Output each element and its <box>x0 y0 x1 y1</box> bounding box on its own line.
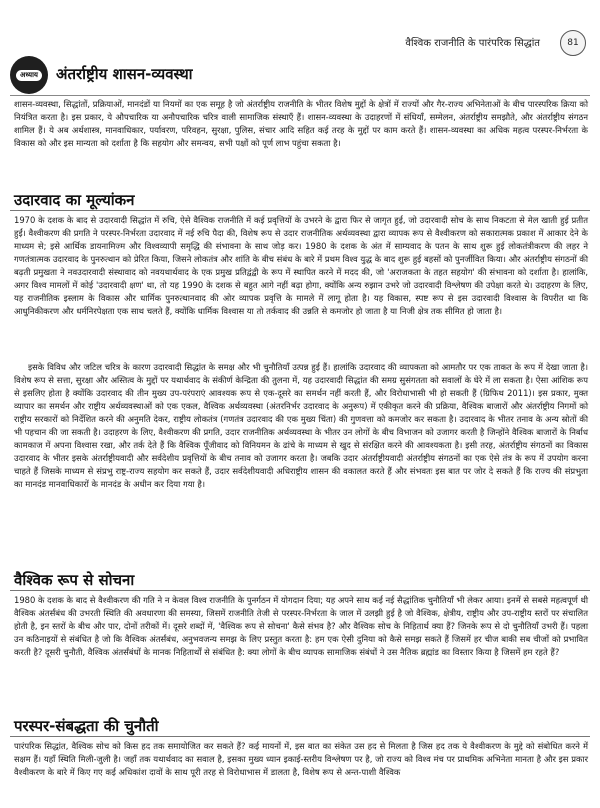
running-header-title: वैश्विक राजनीति के पारंपरिक सिद्धांत <box>405 38 540 49</box>
section-title-thinking-globally: वैश्विक रूप से सोचना <box>14 571 135 589</box>
section-2-paragraph: 1980 के दशक के बाद से वैश्वीकरण की गति ने न केवल विश्व राजनीति के पुनर्गठन में योगदान दिया; यह अपने साथ कई नई सैद्धांतिक चुनौतियाँ भी लेकर आया। इनमें से सबसे महत्वपूर्ण थी वैश्विक अंतर्संबंध की उभरती स्थिति की अवधारणा की समस्या, जिसमें राजनीति तेजी से परस्पर-निर्भरता के जाल में उलझी हुई है जो वैश्विक, क्षेत्रीय, राष्ट्रीय और उप-राष्ट्रीय स्तरों पर संचालित होती है, इन स्तरों के बीच और पार, दोनों तरीकों में। दूसरे शब्दों में, 'वैश्विक रूप से सोचना' कैसे संभव है? और वैश्विक सोच के निहितार्थ क्या हैं? जिनके रूप से दो चुनौतियाँ उभरी हैं। पहला उन कठिनाइयों से संबंधित है जो कि वैश्विक अंतर्संबंध, अनुभवजन्य समझ के लिए प्रस्तुत करता है: हम एक ऐसी दुनिया को कैसे समझ सकते हैं जिसमें हर चीज बाकी सब चीजों को प्रभावित करती है? दूसरी चुनौती, वैश्विक अंतर्संबंधों के मानक निहितार्थों से संबंधित है: क्या लोगों के बीच व्यापक सामाजिक संबंधों ने उस नैतिक ब्रह्मांड का विस्तार किया है जिसमें हम रहते हैं? <box>14 595 588 657</box>
intro-paragraph: शासन-व्यवस्था, सिद्धांतों, प्रक्रियाओं, मानदंडों या नियमों का एक समूह है जो अंतर्राष्ट्रीय राजनीति के भीतर विशेष मुद्दों के क्षेत्रों में राज्यों और गैर-राज्य अभिनेताओं के बीच पारस्परिक क्रिया को नियंत्रित करता है। इस प्रकार, ये औपचारिक या अनौपचारिक चरित्र वाली सामाजिक संस्थाएँ हैं। शासन-व्यवस्था के उदाहरणों में संधियाँ, सम्मेलन, अंतर्राष्ट्रीय समझौते, और अंतर्राष्ट्रीय संगठन शामिल हैं। ये अब अर्थशास्त्र, मानवाधिकार, पर्यावरण, परिवहन, सुरक्षा, पुलिस, संचार आदि सहित कई तरह के मुद्दों पर काम करते हैं। शासन-व्यवस्था का अधिक महत्व परस्पर-निर्भरता के विकास को और इस मान्यता को दर्शाता है कि सहयोग और समन्वय, सभी पक्षों को पूर्ण लाभ पहुंचा सकता है। <box>14 99 588 148</box>
section-2-rule <box>10 590 590 591</box>
section-1-paragraph-1: 1970 के दशक के बाद से उदारवादी सिद्धांत में रुचि, ऐसे वैश्विक राजनीति में कई प्रवृत्तियों के उभरने के द्वारा फिर से जागृत हुई, जो उदारवादी सोच के साथ निकटता से मेल खाती हुई प्रतीत हुईं। वैश्वीकरण की प्रगति ने परस्पर-निर्भरता उदारवाद में नई रुचि पैदा की, विशेष रूप से उदार राजनीतिक अर्थव्यवस्था द्वारा व्यापक रूप से वैश्वीकरण को सकारात्मक प्रकाश में आकार देने के माध्यम से; इसे आर्थिक डायनामिज्म और विश्वव्यापी समृद्धि की संभावना के साथ जोड़ कर। 1980 के दशक के अंत में साम्यवाद के पतन के साथ शुरू हुई लोकतंत्रीकरण की लहर ने गणतंत्रात्मक उदारवाद के पुनरुत्थान को प्रेरित किया, जिसने लोकतंत्र और शांति के बीच संबंध के बारे में प्रथम विश्व युद्ध के बाद शुरू हुई बहसों को पुनर्जीवित किया। और अंतर्राष्ट्रीय संगठनों की बढ़ती प्रमुखता ने नवउदारवादी संस्थावाद को नवयथार्थवाद के एक प्रमुख प्रतिद्वंद्वी के रूप में स्थापित करने में मदद की, जो 'अराजकता के तहत सहयोग' की संभावना को दर्शाता है। हालांकि, अगर विश्व मामलों में कोई 'उदारवादी क्षण' था, तो यह 1990 के दशक से बहुत आगे नहीं बढ़ा होगा, क्योंकि अन्य रुझान उभरे जो उदारवादी विश्लेषण की उपेक्षा करते थे। उदाहरण के लिए, यह राजनीतिक इस्लाम के विकास और धार्मिक पुनरुत्थानवाद की ओर व्यापक प्रवृत्ति के मामले में लागू होता है। यह विकास, स्पष्ट रूप से इस उदारवादी विश्वास के विपरीत था कि आधुनिकीकरण और धर्मनिरपेक्षता एक साथ चलते हैं, क्योंकि धार्मिक विश्वास या तो तर्कवाद की उन्नति से कमजोर हो जाता है या निजी क्षेत्र तक सीमित हो जाता है। <box>14 215 588 316</box>
intro-section-title: अंतर्राष्ट्रीय शासन-व्यवस्था <box>56 65 193 83</box>
section-title-liberalism-evaluation: उदारवाद का मूल्यांकन <box>14 191 135 209</box>
section-1-rule <box>10 210 590 211</box>
speech-bubble-icon-label: अध्याय <box>16 70 42 81</box>
section-title-interconnectedness-challenge: परस्पर-संबद्धता की चुनौती <box>14 717 159 735</box>
speech-bubble-icon <box>10 56 48 94</box>
section-1-paragraph-2: इसके विविध और जटिल चरित्र के कारण उदारवादी सिद्धांत के समक्ष और भी चुनौतियाँ उत्पन्न हुई हैं। हालांकि उदारवाद की व्यापकता को आमतौर पर एक ताकत के रूप में देखा जाता है। विशेष रूप से सत्ता, सुरक्षा और अस्तित्व के मुद्दों पर यथार्थवाद के संकीर्ण केन्द्रिता की तुलना में, यह उदारवादी सिद्धांत की समग्र सुसंगतता को सवालों के घेरे में ला सकता है। ऐसा आंशिक रूप से इसलिए होता है क्योंकि उदारवाद की तीन मुख्य उप-परंपराएं आवश्यक रूप से एक-दूसरे का समर्थन नहीं करती हैं, और विरोधाभासी भी हो सकती हैं (ग्रिफिथ 2011)। इस प्रकार, मुक्त व्यापार का समर्थन और राष्ट्रीय अर्थव्यवस्थाओं को एक एकल, वैश्विक अर्थव्यवस्था (अंतरनिर्भर उदारवाद के अनुरूप) में एकीकृत करने की प्रक्रिया, वैश्विक बाजारों और अंतर्राष्ट्रीय निगमों को राष्ट्रीय सरकारों को निर्देशित करने की अनुमति देकर, राष्ट्रीय लोकतंत्र (गणतंत्र उदारवाद की एक मुख्य चिंता) की गुणवत्ता को कमजोर कर सकता है। उदारवाद के भीतर तनाव के अन्य स्रोतों की भी पहचान की जा सकती है। उदाहरण के लिए, वैश्वीकरण की प्रगति, उदार राजनीतिक अर्थव्यवस्था के भीतर उन लोगों के बीच विभाजन को उजागर करती है जिन्होंने वैश्विक बाजारों के निर्बाध कामकाज में अपना विश्वास रखा, और तर्क देते हैं कि वैश्विक पूँजीवाद को विनियमन के ढांचे के माध्यम से खुद से संरक्षित करने की आवश्यकता है। इसी तरह, अंतर्राष्ट्रीय संगठनों का विकास उदारवाद के भीतर इसके अंतर्राष्ट्रीयवादी और सर्वदेशीय प्रवृत्तियों के बीच तनाव को उजागर करता है। जबकि उदार अंतर्राष्ट्रीयवादी अंतर्राष्ट्रीय संगठनों का एक ऐसे तंत्र के रूप में उपयोग करना चाहते हैं जिसके माध्यम से संप्रभु राष्ट्र-राज्य सहयोग कर सकते हैं, उदार सर्वदेशीयवादी अधिराष्ट्रीय शासन की वकालत करते हैं और संभवतः इस बात पर जोर दे सकते हैं कि राज्य की संप्रभुता का मानदंड मानवाधिकारों के मानदंड के अधीन कर दिया गया है। <box>14 362 588 489</box>
running-header <box>0 34 600 54</box>
intro-title-rule <box>10 95 590 96</box>
section-3-paragraph: पारंपरिक सिद्धांत, वैश्विक सोच को किस हद तक समायोजित कर सकते हैं? कई मायनों में, इस बात का संकेत उस हद से मिलता है जिस हद तक ये वैश्वीकरण के मुद्दे को संबोधित करने में सक्षम हैं। यहाँ स्थिति मिली-जुली है। जहाँ तक यथार्थवाद का सवाल है, इसका मुख्य ध्यान इकाई-स्तरीय विश्लेषण पर है, जो राज्य को विश्व मंच पर प्राथमिक अभिनेता मानता है और इस प्रकार वैश्वीकरण के बारे में किए गए कई अधिकांश दावों के साथ पूरी तरह से विरोधाभास में डालता है, विशेष रूप से अन्त-पाशी वैश्विक <box>14 741 588 777</box>
section-3-rule <box>10 736 590 737</box>
page-number: 81 <box>560 30 586 56</box>
